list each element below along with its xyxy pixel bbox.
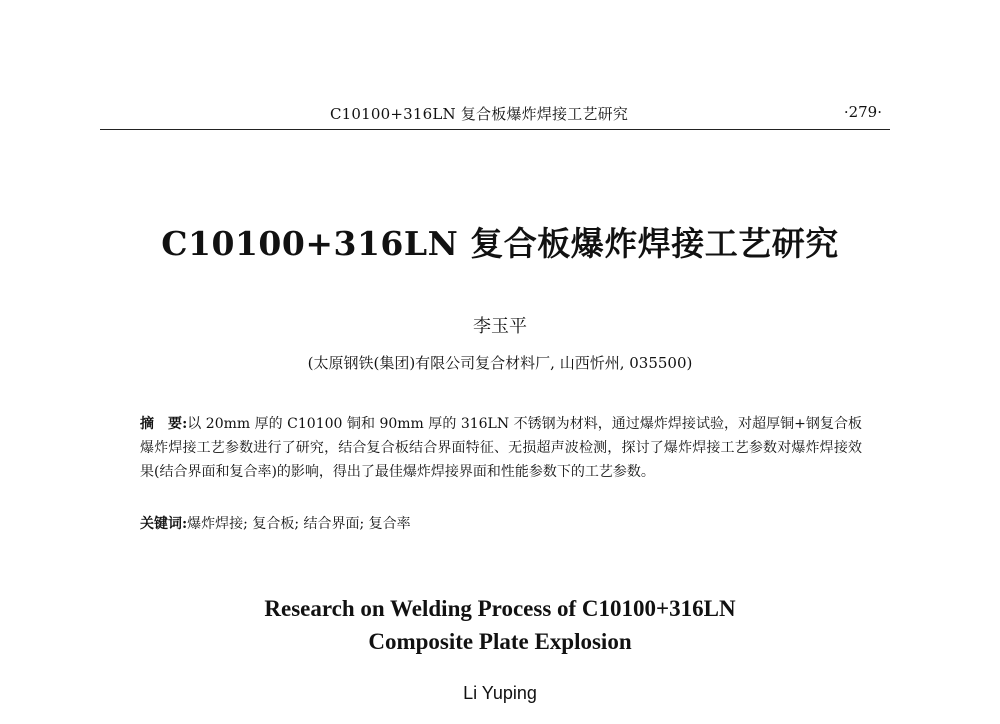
running-title: C10100+316LN 复合板爆炸焊接工艺研究: [330, 105, 629, 123]
paper-title-english-line-2: Composite Plate Explosion: [368, 629, 632, 654]
keywords: [140, 512, 862, 536]
paper-title-english: [0, 592, 1000, 658]
page-number: ·279·: [843, 103, 882, 121]
author-chinese: 李玉平: [473, 316, 527, 337]
abstract-text: 以 20mm 厚的 C10100 铜和 90mm 厚的 316LN 不锈钢为材料，通过爆炸焊接试验，对超厚铜+钢复合板爆炸焊接工艺参数进行了研究，结合复合板结合界面特征、无损超声波检测，探讨了爆炸焊接工艺参数对爆炸焊接效果(结合界面和复合率)的影响，得出了最佳爆炸焊接界面和性能参数下的工艺参数。: [140, 416, 863, 480]
author-english: Li Yuping: [463, 683, 537, 703]
keywords-label: 关键词:: [140, 516, 188, 532]
paper-title-english-line-1: Research on Welding Process of C10100+316LN: [264, 596, 736, 621]
affiliation-chinese: (太原钢铁(集团)有限公司复合材料厂, 山西忻州, 035500): [307, 354, 693, 372]
abstract: [140, 412, 862, 484]
paper-title-chinese: C10100+316LN 复合板爆炸焊接工艺研究: [161, 224, 839, 263]
running-header: [100, 103, 890, 130]
keywords-text: 爆炸焊接; 复合板; 结合界面; 复合率: [187, 516, 411, 532]
abstract-label: 摘 要:: [140, 416, 188, 432]
